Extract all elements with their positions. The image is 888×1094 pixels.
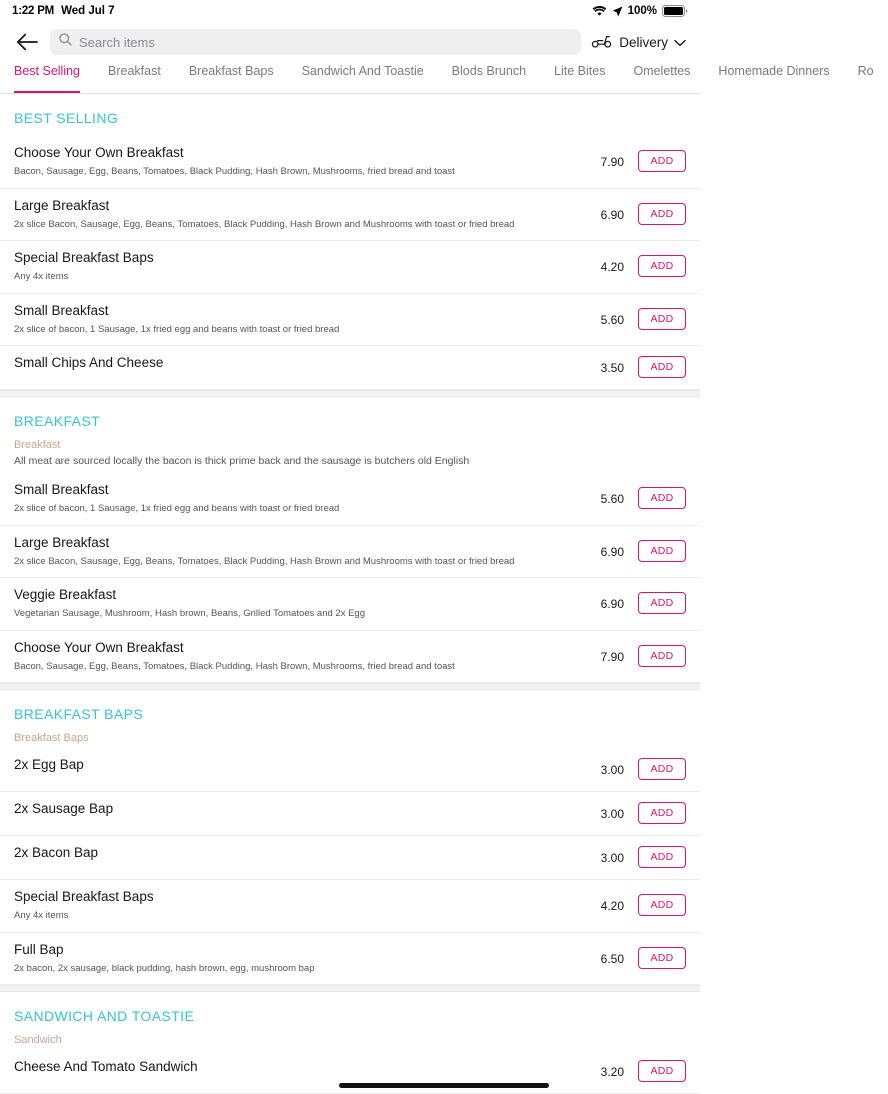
tab-label: Best Selling <box>14 64 81 78</box>
section-divider <box>0 390 700 397</box>
search-icon <box>59 33 72 51</box>
menu-item-name: Large Breakfast <box>14 534 110 550</box>
menu-item-row[interactable] <box>0 136 700 189</box>
menu-item-row[interactable] <box>0 792 700 836</box>
menu-item-row[interactable] <box>0 294 700 347</box>
add-item-button[interactable]: ADD <box>638 356 686 378</box>
menu-item-texts <box>14 844 576 862</box>
menu-item-row[interactable] <box>0 933 700 986</box>
tab-omelettes[interactable] <box>633 62 704 93</box>
add-item-button[interactable]: ADD <box>638 1060 686 1082</box>
search-placeholder: Search items <box>79 34 155 50</box>
section-title: BREAKFAST <box>14 413 101 430</box>
status-time: 1:22 PM <box>12 5 55 17</box>
menu-item-name: Choose Your Own Breakfast <box>14 639 184 655</box>
menu-item-texts <box>14 534 576 569</box>
menu-item-row[interactable] <box>0 526 700 579</box>
section-divider <box>0 985 700 992</box>
home-indicator-bar <box>339 1083 549 1088</box>
menu-item-price: 5.60 <box>600 312 624 327</box>
menu-item-price: 3.00 <box>600 851 624 866</box>
section-title: BEST SELLING <box>14 110 119 126</box>
menu-item-description: Bacon, Sausage, Egg, Beans, Tomatoes, Black Pudding, Hash Brown, Mushrooms, fried bread and toast <box>14 660 455 672</box>
menu-item-name: Choose Your Own Breakfast <box>14 145 184 160</box>
menu-item-name: 2x Bacon Bap <box>14 845 99 861</box>
tab-lite-bites[interactable] <box>554 62 619 93</box>
menu-item-description: 2x slice of bacon, 1 Sausage, 1x fried egg and beans with toast or fried bread <box>14 503 340 515</box>
menu-item-texts <box>14 888 576 923</box>
location-arrow-icon <box>612 6 623 17</box>
menu-item-description: Any 4x items <box>14 271 69 283</box>
top-bar <box>0 22 700 62</box>
section-title: BREAKFAST BAPS <box>14 706 144 723</box>
menu-item-price: 3.00 <box>600 807 624 822</box>
menu-item-price: 6.90 <box>600 544 624 559</box>
add-item-button[interactable]: ADD <box>638 150 686 172</box>
menu-list[interactable] <box>0 94 700 1080</box>
category-tabs[interactable] <box>0 62 874 94</box>
search-input[interactable] <box>50 29 581 55</box>
tab-label: Ro <box>857 64 874 78</box>
menu-item-price: 7.90 <box>600 155 624 170</box>
menu-item-price: 4.20 <box>600 260 624 275</box>
chevron-down-icon <box>674 35 686 50</box>
add-item-button[interactable]: ADD <box>638 203 686 225</box>
add-item-button[interactable]: ADD <box>638 758 686 780</box>
tab-sandwich-and-toastie[interactable] <box>302 62 438 93</box>
menu-item-texts <box>14 1058 576 1076</box>
menu-item-texts <box>14 941 576 976</box>
tab-blods-brunch[interactable] <box>452 62 540 93</box>
menu-item-texts <box>14 302 576 337</box>
menu-item-texts <box>14 354 576 372</box>
menu-item-texts <box>14 481 576 516</box>
menu-item-price: 3.20 <box>600 1065 624 1080</box>
menu-item-description: Vegetarian Sausage, Mushroom, Hash brown, Beans, Grilled Tomatoes and 2x Egg <box>14 608 365 620</box>
add-item-button[interactable]: ADD <box>638 540 686 562</box>
tab-label: Breakfast <box>108 64 161 78</box>
battery-percent: 100% <box>627 5 657 17</box>
menu-item-description: Bacon, Sausage, Egg, Beans, Tomatoes, Black Pudding, Hash Brown, Mushrooms, fried bread and toast <box>14 166 455 178</box>
menu-item-name: 2x Sausage Bap <box>14 801 114 817</box>
add-item-button[interactable]: ADD <box>638 894 686 916</box>
menu-item-price: 3.50 <box>600 361 624 376</box>
menu-item-texts <box>14 144 576 179</box>
add-item-button[interactable]: ADD <box>638 592 686 614</box>
wifi-icon <box>592 6 607 17</box>
menu-item-texts <box>14 197 576 232</box>
section-title: SANDWICH AND TOASTIE <box>14 1008 195 1025</box>
status-bar-right <box>592 5 688 17</box>
tab-breakfast-baps[interactable] <box>189 62 288 93</box>
menu-item-row[interactable] <box>0 836 700 880</box>
tab-breakfast[interactable] <box>108 62 175 93</box>
add-item-button[interactable]: ADD <box>638 645 686 667</box>
add-item-button[interactable]: ADD <box>638 308 686 330</box>
menu-item-price: 4.20 <box>600 899 624 914</box>
add-item-button[interactable]: ADD <box>638 487 686 509</box>
section-subgroup: Sandwich <box>14 1034 62 1047</box>
menu-item-description: 2x slice Bacon, Sausage, Egg, Beans, Tomatoes, Black Pudding, Hash Brown and Mushrooms with toast or fried bread <box>14 218 515 230</box>
menu-item-price: 6.90 <box>600 207 624 222</box>
menu-item-description: 2x bacon, 2x sausage, black pudding, hash brown, egg, mushroom bap <box>14 962 315 974</box>
menu-item-row[interactable] <box>0 346 700 390</box>
add-item-button[interactable]: ADD <box>638 255 686 277</box>
menu-item-texts <box>14 586 576 621</box>
tab-label: Lite Bites <box>554 64 606 78</box>
menu-item-name: Small Breakfast <box>14 482 109 498</box>
status-bar <box>0 0 700 22</box>
home-indicator <box>0 1083 888 1088</box>
status-bar-left <box>12 5 115 17</box>
menu-item-price: 6.90 <box>600 597 624 612</box>
menu-item-price: 6.50 <box>600 951 624 966</box>
delivery-label: Delivery <box>619 34 668 50</box>
menu-item-row[interactable] <box>0 578 700 631</box>
menu-item-row[interactable] <box>0 880 700 933</box>
tab-best-selling[interactable] <box>14 62 94 93</box>
section-divider <box>0 683 700 690</box>
menu-item-name: Full Bap <box>14 941 64 957</box>
tab-label: Blods Brunch <box>451 64 527 78</box>
menu-item-texts <box>14 800 576 818</box>
menu-item-name: Small Breakfast <box>14 302 109 318</box>
back-arrow-icon[interactable] <box>14 29 40 55</box>
menu-item-row[interactable] <box>0 241 700 294</box>
menu-item-name: Special Breakfast Baps <box>14 889 154 905</box>
menu-item-name: 2x Egg Bap <box>14 757 84 773</box>
tab-label: Omelettes <box>633 64 691 78</box>
tab-label: Breakfast Baps <box>188 64 274 78</box>
tab-homemade-dinners[interactable] <box>718 62 843 93</box>
delivery-scooter-icon <box>591 34 613 51</box>
status-date: Wed Jul 7 <box>61 5 115 17</box>
section-subgroup: Breakfast <box>14 439 61 452</box>
menu-item-row[interactable] <box>0 748 700 792</box>
menu-item-name: Large Breakfast <box>14 197 110 213</box>
menu-item-price: 3.00 <box>600 763 624 778</box>
menu-item-description: Any 4x items <box>14 910 69 922</box>
menu-item-row[interactable] <box>0 631 700 684</box>
menu-item-name: Special Breakfast Baps <box>14 250 154 266</box>
menu-item-texts <box>14 249 576 284</box>
menu-item-description: 2x slice of bacon, 1 Sausage, 1x fried egg and beans with toast or fried bread <box>14 323 340 335</box>
menu-item-price: 7.90 <box>600 649 624 664</box>
section-subgroup: Breakfast Baps <box>14 732 89 745</box>
tab-label: Homemade Dinners <box>718 64 830 78</box>
menu-item-name: Small Chips And Cheese <box>14 355 164 371</box>
section-subgroup-description: All meat are sourced locally the bacon is thick prime back and the sausage is butchers old English <box>14 455 470 468</box>
add-item-button[interactable]: ADD <box>638 846 686 868</box>
menu-item-row[interactable] <box>0 473 700 526</box>
tab-ro[interactable] <box>858 62 888 93</box>
menu-item-texts <box>14 756 576 774</box>
menu-item-price: 5.60 <box>600 492 624 507</box>
menu-item-name: Cheese And Tomato Sandwich <box>14 1059 198 1075</box>
add-item-button[interactable]: ADD <box>638 947 686 969</box>
battery-full-icon <box>662 5 688 17</box>
menu-item-row[interactable] <box>0 189 700 242</box>
menu-item-description: 2x slice Bacon, Sausage, Egg, Beans, Tomatoes, Black Pudding, Hash Brown and Mushrooms with toast or fried bread <box>14 555 515 567</box>
delivery-selector[interactable] <box>591 34 686 51</box>
tab-label: Sandwich And Toastie <box>301 64 424 78</box>
add-item-button[interactable]: ADD <box>638 802 686 824</box>
menu-item-name: Veggie Breakfast <box>14 587 117 603</box>
menu-item-texts <box>14 639 576 674</box>
